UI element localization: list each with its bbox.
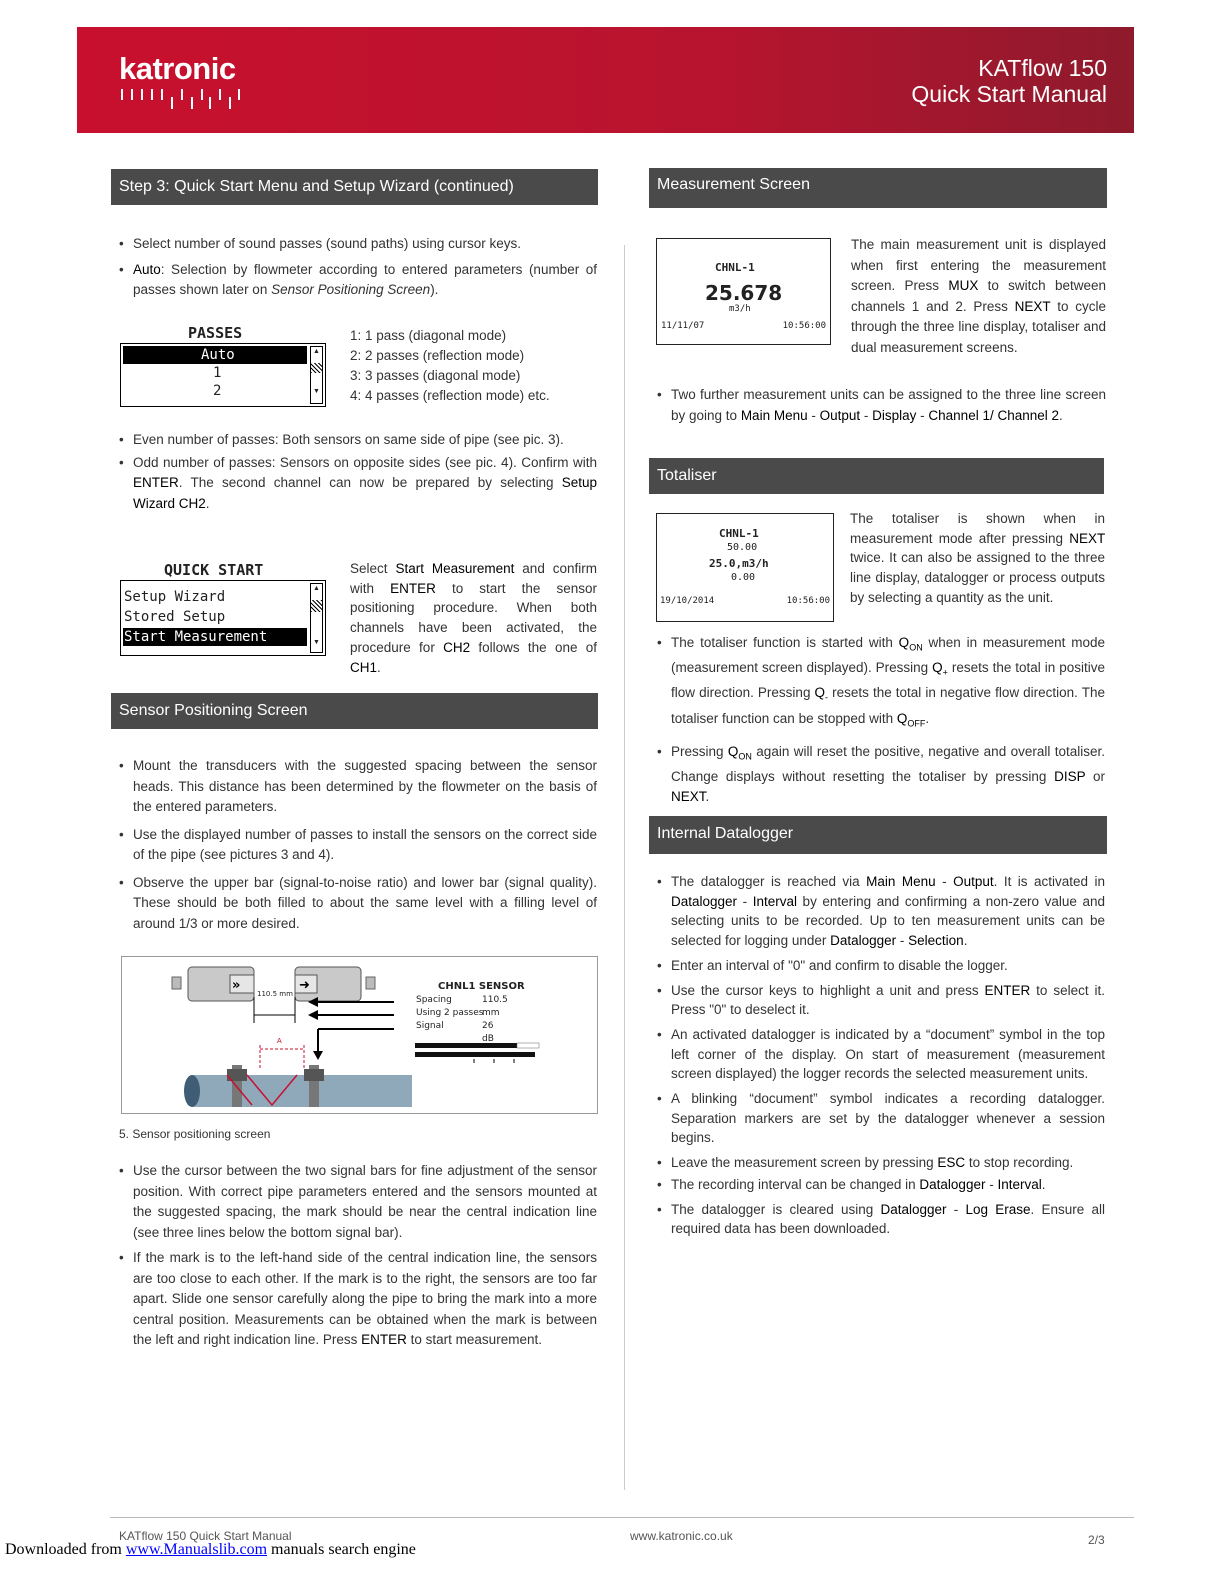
list-item: 1: 1 pass (diagonal mode) — [350, 328, 507, 343]
list-item: • The datalogger is cleared using Datalogger - Log Erase. Ensure all required data has been downloaded. — [655, 1200, 1105, 1239]
distance-a-label: A — [277, 1038, 282, 1045]
page-header — [77, 27, 1134, 133]
list-item: Setup Wizard — [124, 589, 226, 605]
measurement-text: The main measurement unit is displayed when first entering the measurement screen. Press MUX to switch between channels 1 and 2. Press NEXT to cycle through the three line display, totaliser and dual measurement screens. — [851, 237, 1106, 355]
measurement-units-note — [655, 385, 1106, 431]
list-item: • Use the displayed number of passes to install the sensors on the correct side of the pipe (see pictures 3 and 4). — [117, 825, 597, 866]
list-item: 2 — [213, 383, 222, 399]
list-item: • Use the cursor between the two signal bars for fine adjustment of the sensor position. With correct pipe parameters entered and the sensors mounted at the suggested spacing, the mark should be near the central indication line (see three lines below the bottom signal bar). — [117, 1161, 597, 1243]
datalogger-heading: Internal Datalogger — [649, 816, 1107, 854]
list-item: • An activated datalogger is indicated by a “document” symbol in the top left corner of the display. On start of measurement (measurement screen displayed) the logger records the selected measurement units. — [655, 1025, 1105, 1084]
passes-screen: PASSES Auto 1 2 ▲ ▼ — [120, 323, 326, 407]
step3-heading: Step 3: Quick Start Menu and Setup Wizard (continued) — [111, 169, 598, 205]
page-number: 2/3 — [1088, 1533, 1105, 1547]
download-notice: Downloaded from www.Manualslib.com manuals search engine — [5, 1541, 416, 1558]
list-item: 2: 2 passes (reflection mode) — [350, 348, 525, 363]
svg-text:➜: ➜ — [299, 978, 310, 993]
list-item: Auto — [201, 347, 235, 363]
screen-title: CHNL1 SENSOR — [438, 981, 525, 992]
totaliser-heading: Totaliser — [649, 458, 1104, 494]
list-item: 4: 4 passes (reflection mode) etc. — [350, 388, 550, 403]
scrollbar: ▲ ▼ — [310, 346, 323, 404]
footer-title: KATflow 150 Quick Start Manual — [119, 1529, 292, 1543]
list-item: • Select number of sound passes (sound paths) using cursor keys. — [117, 234, 597, 255]
manualslib-link[interactable]: www.Manualslib.com — [125, 1541, 268, 1558]
column-divider — [624, 245, 625, 1490]
list-item: • Observe the upper bar (signal-to-noise ratio) and lower bar (signal quality). These should be both filled to about the same level with a filling level of around 1/3 or more desired. — [117, 873, 597, 935]
quick-start-text: Select Start Measurement and confirm with ENTER to start the sensor positioning procedure. When both channels have been activated, the procedure for CH2 follows the one of CH1. — [350, 561, 597, 675]
list-item: • The datalogger is reached via Main Menu - Output. It is activated in Datalogger - Interval by entering and confirming a non-zero value and selecting units to be recorded. Up to ten measurement units can be selected for logging under Datalogger - Selection. — [655, 872, 1105, 951]
passes-intro — [117, 234, 597, 306]
list-item: • Enter an interval of "0" and confirm to disable the logger. — [655, 956, 1105, 976]
passes-legend — [350, 326, 600, 406]
sensor-bullets — [117, 756, 597, 939]
list-item: • A blinking “document” symbol indicates a recording datalogger. Separation markers are set by the datalogger whenever a session begins. — [655, 1089, 1105, 1148]
totaliser-bullets — [655, 633, 1105, 813]
cursor-bullets — [117, 1161, 597, 1356]
list-item: • Auto: Selection by flowmeter according to entered parameters (number of passes shown later on Sensor Positioning Screen). — [117, 260, 597, 301]
measurement-screen-heading: Measurement Screen — [649, 168, 1107, 208]
list-item: Start Measurement — [124, 629, 268, 645]
sensor-positioning-heading: Sensor Positioning Screen — [111, 693, 598, 729]
list-item: 3: 3 passes (diagonal mode) — [350, 368, 521, 383]
totaliser-screen: CHNL-1 50.00 25.0,m3/h 0.00 19/10/2014 10:56:00 — [656, 513, 834, 622]
katronic-logo: katronic — [119, 51, 236, 86]
figure-caption: 5. Sensor positioning screen — [119, 1127, 271, 1141]
list-item: • Two further measurement units can be assigned to the three line screen by going to Main Menu - Output - Display - Channel 1/ Channel 2. — [655, 385, 1106, 426]
list-item: • Mount the transducers with the suggested spacing between the sensor heads. This distance has been determined by the flowmeter on the basis of the entered parameters. — [117, 756, 597, 818]
document-title: KATflow 150 Quick Start Manual — [911, 55, 1107, 107]
list-item: • The totaliser function is started with $Q_{ON}$ when in measurement mode (measurement screen displayed). Pressing $Q_+$ resets the total in positive flow direction. Pressing $Q_-$ resets the total in negative flow direction. The totaliser function can be stopped with $Q_{OFF}$. — [655, 633, 1105, 734]
scrollbar: ▲ ▼ — [310, 583, 323, 653]
measurement-screen: CHNL-1 25.678 m3/h 11/11/07 10:56:00 — [656, 238, 831, 345]
list-item: • Pressing $Q_{ON}$ again will reset the positive, negative and overall totaliser. Change displays without resetting the totaliser by pressing DISP or NEXT. — [655, 742, 1105, 808]
list-item: • Even number of passes: Both sensors on same side of pipe (see pic. 3). — [117, 430, 597, 451]
logo-ticks-icon — [121, 89, 241, 117]
footer-website: www.katronic.co.uk — [630, 1529, 733, 1543]
list-item: 1 — [213, 365, 222, 381]
footer-rule — [110, 1517, 1134, 1518]
sensor-diagram — [122, 957, 597, 1113]
list-item: • Use the cursor keys to highlight a unit and press ENTER to select it. Press "0" to deselect it. — [655, 981, 1105, 1020]
sensor-positioning-figure — [121, 956, 598, 1114]
screen-rows: Spacing 110.5 mm Using 2 passes Signal 26 dB — [416, 995, 508, 1044]
pass-notes — [117, 430, 597, 519]
list-item: • Odd number of passes: Sensors on opposite sides (see pic. 4). Confirm with ENTER. The second channel can now be prepared by selecting Setup Wizard CH2. — [117, 453, 597, 515]
list-item: • Leave the measurement screen by pressing ESC to stop recording. — [655, 1153, 1105, 1173]
datalogger-bullets — [655, 872, 1105, 1244]
list-item: • If the mark is to the left-hand side of the central indication line, the sensors are too close to each other. If the mark is to the right, the sensors are too far apart. Slide one sensor carefully along the pipe to bring the mark into a more central position. Measurements can be obtained when the mark is between the left and right indication line. Press ENTER to start measurement. — [117, 1248, 597, 1351]
totaliser-text: The totaliser is shown when in measurement mode after pressing NEXT twice. It can also be assigned to the three line display, datalogger or process outputs by selecting a quantity as the unit. — [850, 511, 1105, 605]
list-item: • The recording interval can be changed in Datalogger - Interval. — [655, 1175, 1105, 1195]
list-item: Stored Setup — [124, 609, 226, 625]
spacing-label: 110.5 mm — [257, 990, 293, 998]
svg-text:»: » — [232, 978, 241, 993]
quick-start-screen: QUICK START Setup Wizard Stored Setup Start Measurement ▲ ▼ — [120, 560, 326, 660]
